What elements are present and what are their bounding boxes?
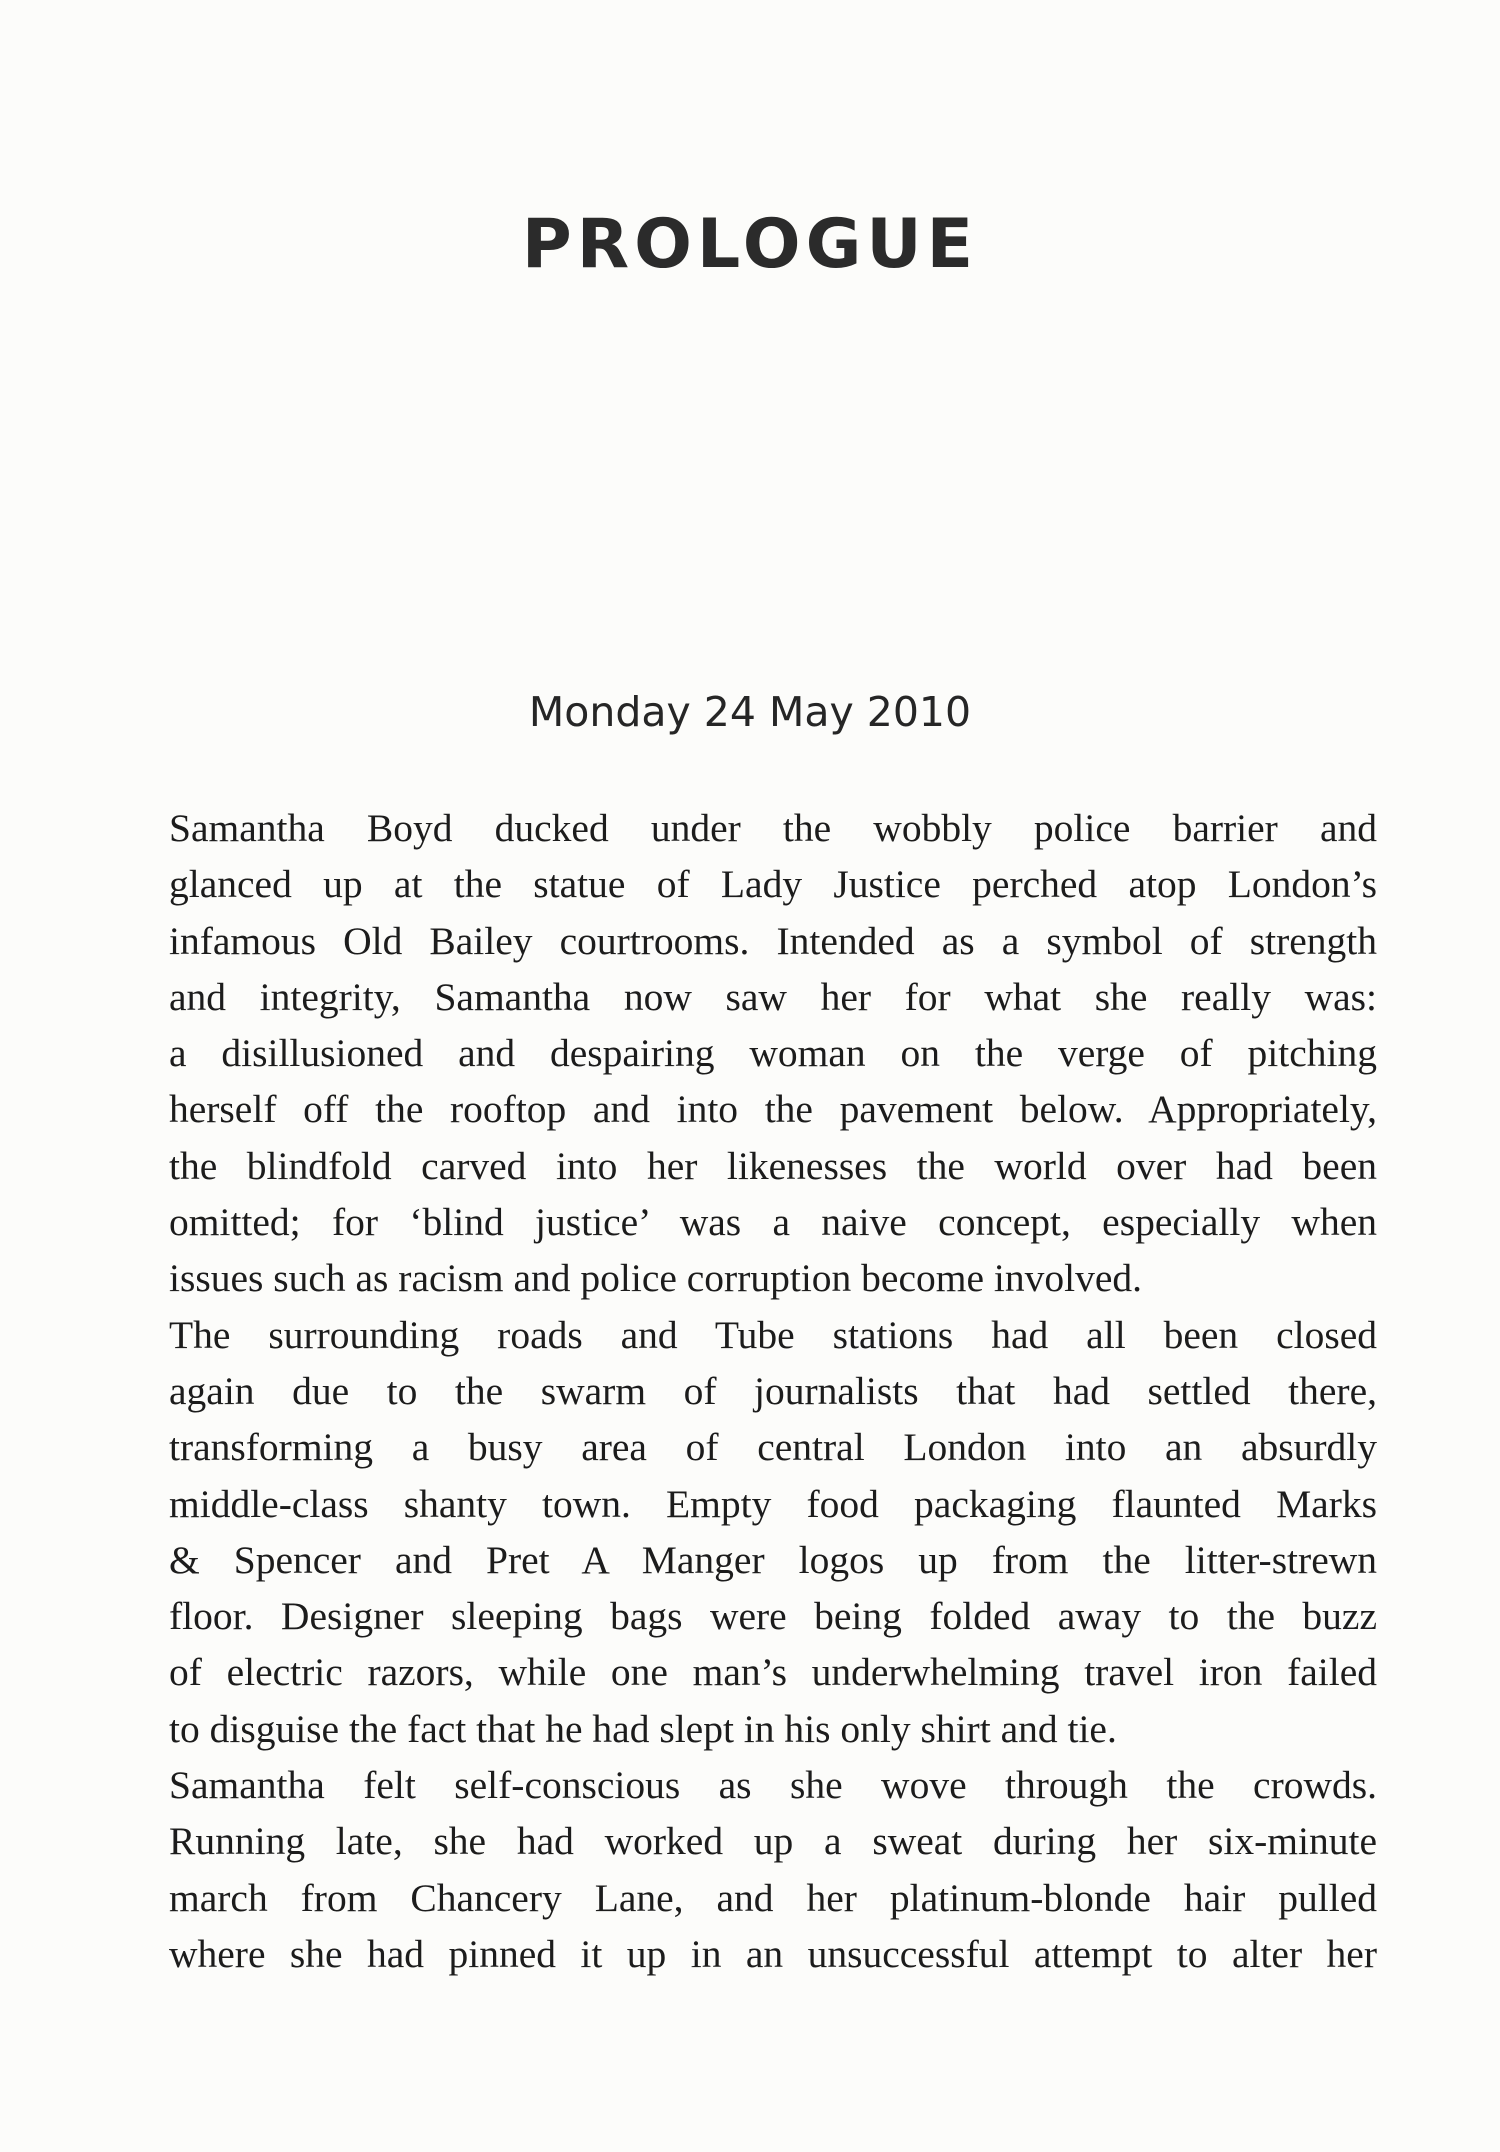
text-line: Samantha Boyd ducked under the wobbly police barrier and: [169, 806, 1377, 850]
text-line: the blindfold carved into her likenesses the world over had been: [169, 1143, 1377, 1188]
text-line: where she had pinned it up in an unsuccessful attempt to alter her: [169, 1931, 1377, 1976]
text-line: a disillusioned and despairing woman on the verge of pitching: [169, 1031, 1377, 1076]
text-line: herself off the rooftop and into the pavement below. Appropriately,: [169, 1087, 1377, 1132]
text-line: of electric razors, while one man’s underwhelming travel iron failed: [169, 1650, 1377, 1695]
paragraph-1: [169, 800, 1377, 1307]
text-line: infamous Old Bailey courtrooms. Intended as a symbol of strength: [169, 918, 1377, 963]
body-text: [169, 800, 1377, 1982]
text-line: transforming a busy area of central London into an absurdly: [169, 1425, 1377, 1470]
text-line: omitted; for ‘blind justice’ was a naive concept, especially when: [169, 1200, 1377, 1245]
chapter-title: PROLOGUE: [521, 205, 979, 284]
text-line: issues such as racism and police corruption become involved.: [169, 1256, 1142, 1301]
paragraph-3: [169, 1757, 1377, 1982]
text-line: Samantha felt self-conscious as she wove through the crowds.: [169, 1763, 1377, 1808]
text-line: Running late, she had worked up a sweat during her six-minute: [169, 1819, 1377, 1864]
text-line: The surrounding roads and Tube stations had all been closed: [169, 1312, 1377, 1357]
text-line: & Spencer and Pret A Manger logos up from the litter-strewn: [169, 1537, 1377, 1582]
text-line: march from Chancery Lane, and her platinum-blonde hair pulled: [169, 1875, 1377, 1920]
paragraph-2: [169, 1307, 1377, 1757]
text-line: again due to the swarm of journalists that had settled there,: [169, 1368, 1377, 1413]
chapter-date: Monday 24 May 2010: [528, 688, 972, 736]
text-line: middle-class shanty town. Empty food packaging flaunted Marks: [169, 1481, 1377, 1526]
text-line: floor. Designer sleeping bags were being folded away to the buzz: [169, 1594, 1377, 1639]
text-line: and integrity, Samantha now saw her for what she really was:: [169, 974, 1377, 1019]
text-line: glanced up at the statue of Lady Justice perched atop London’s: [169, 862, 1377, 907]
text-line: to disguise the fact that he had slept in his only shirt and tie.: [169, 1706, 1117, 1751]
